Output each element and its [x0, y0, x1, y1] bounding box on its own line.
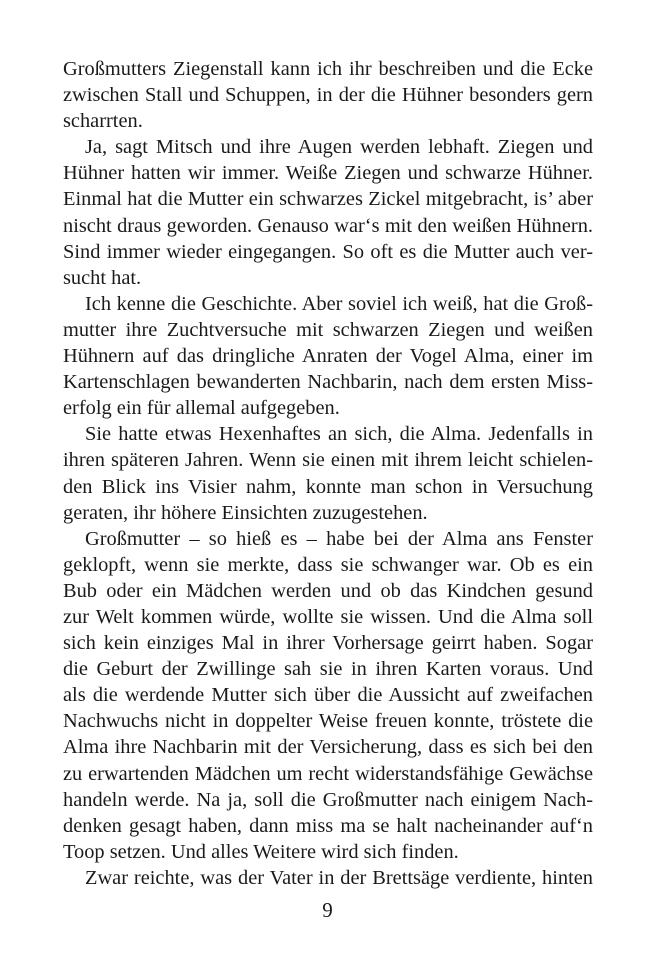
text-line: Hühner hatten wir immer. Weiße Ziegen und schwarze Hühner. — [63, 162, 593, 185]
text-line: zwischen Stall und Schuppen, in der die Hühner besonders gern — [63, 84, 593, 107]
text-line: geklopft, wenn sie merkte, dass sie schwanger war. Ob es ein — [63, 553, 593, 576]
text-line: Hühnern auf das dringliche Anraten der Vogel Alma, einer im — [63, 345, 593, 368]
text-line: Alma ihre Nachbarin mit der Versicherung, dass es sich bei den — [63, 736, 593, 759]
text-line: als die werdende Mutter sich über die Aussicht auf zweifachen — [63, 684, 593, 707]
text-line: Ja, sagt Mitsch und ihre Augen werden lebhaft. Ziegen und — [85, 136, 593, 159]
text-line: ihren späteren Jahren. Wenn sie einen mit ihrem leicht schielen- — [63, 449, 593, 472]
text-line: sich kein einziges Mal in ihrer Vorhersage geirrt haben. Sogar — [63, 632, 593, 655]
text-line: zu erwartenden Mädchen um recht widerstandsfähige Gewächse — [63, 762, 593, 785]
text-line: die Geburt der Zwillinge sah sie in ihren Karten voraus. Und — [63, 658, 593, 681]
text-line: Bub oder ein Mädchen werden und ob das Kindchen gesund — [63, 579, 593, 602]
text-line: den Blick ins Visier nahm, konnte man schon in Versuchung — [63, 475, 593, 498]
text-line: nischt draus geworden. Genauso war‘s mit den weißen Hühnern. — [63, 214, 593, 237]
text-line: Kartenschlagen bewanderten Nachbarin, nach dem ersten Miss- — [63, 371, 593, 394]
text-line: scharrten. — [63, 110, 143, 133]
text-line: erfolg ein für allemal aufgegeben. — [63, 397, 340, 420]
text-line: Nachwuchs nicht in doppelter Weise freuen konnte, tröstete die — [63, 710, 593, 733]
page-number: 9 — [322, 898, 333, 922]
text-line: Großmutter – so hieß es – habe bei der Alma ans Fenster — [85, 527, 593, 550]
text-line: zur Welt kommen würde, wollte sie wissen. Und die Alma soll — [63, 605, 593, 628]
text-line: Ich kenne die Geschichte. Aber soviel ich weiß, hat die Groß- — [85, 292, 593, 315]
text-line: handeln werde. Na ja, soll die Großmutter nach einigem Nach- — [63, 788, 593, 811]
text-line: Zwar reichte, was der Vater in der Brettsäge verdiente, hinten — [85, 866, 593, 889]
body-text — [63, 56, 593, 891]
text-line: Einmal hat die Mutter ein schwarzes Zickel mitgebracht, is’ aber — [63, 188, 593, 211]
text-line: geraten, ihr höhere Einsichten zuzugestehen. — [63, 501, 428, 524]
text-line: Toop setzen. Und alles Weitere wird sich finden. — [63, 840, 459, 863]
text-line: Großmutters Ziegenstall kann ich ihr beschreiben und die Ecke — [63, 58, 593, 80]
text-line: mutter ihre Zuchtversuche mit schwarzen Ziegen und weißen — [63, 318, 593, 341]
text-line: denken gesagt haben, dann miss ma se halt nacheinander auf‘n — [63, 814, 593, 837]
text-line: sucht hat. — [63, 266, 142, 289]
text-line: Sie hatte etwas Hexenhaftes an sich, die Alma. Jedenfalls in — [85, 423, 593, 446]
text-line: Sind immer wieder eingegangen. So oft es die Mutter auch ver- — [63, 240, 593, 263]
